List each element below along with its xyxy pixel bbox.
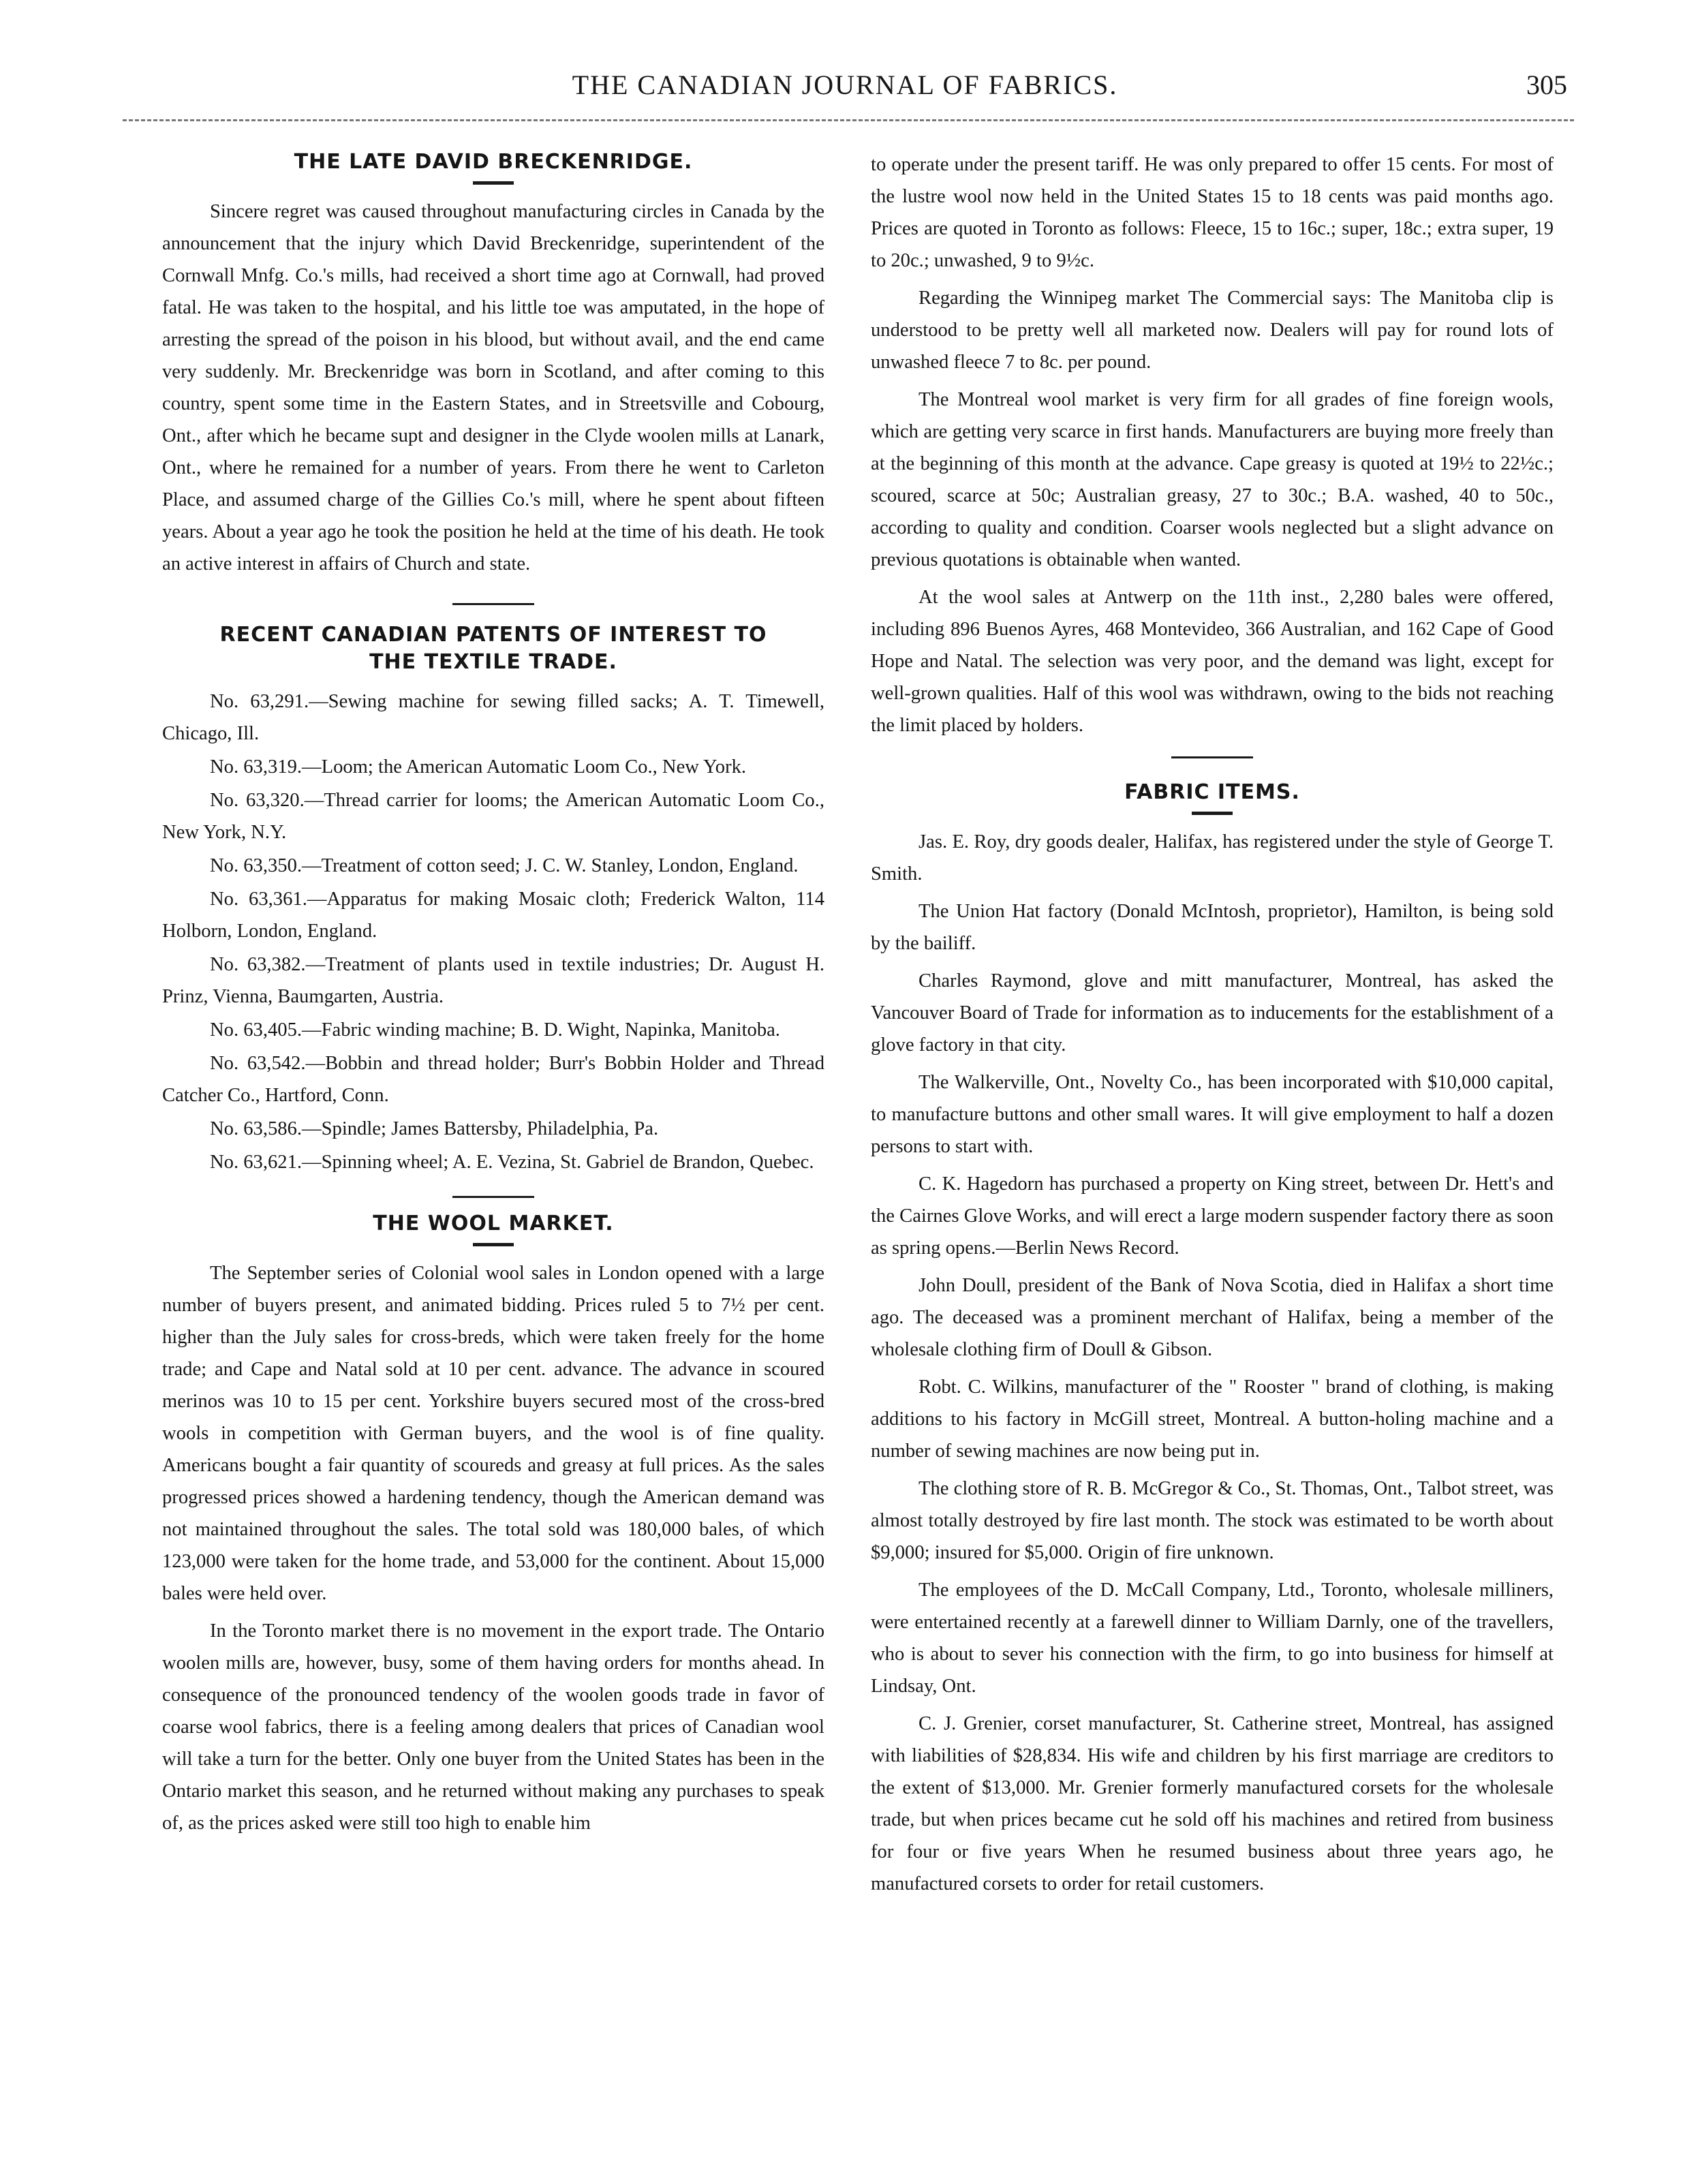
patent-item: No. 63,319.—Loom; the American Automatic Loom Co., New York.: [210, 756, 747, 778]
news-item: C. J. Grenier, corset manufacturer, St. Catherine street, Montreal, has assigned with liabilities of $28,834. His wife and children by his first marriage are creditors to the extent of $13,000. Mr. Grenier formerly manufactured corsets for the wholesale trade, but when prices became cut he sold off his machines and retired from business for four or five years When he resumed business about three years ago, he manufactured corsets to order for retail customers.: [871, 1713, 1554, 1894]
section-separator: [452, 1196, 534, 1198]
news-item: The Walkerville, Ont., Novelty Co., has been incorporated with $10,000 capital, to manufacture buttons and other small wares. It will give employment to half a dozen persons to start with.: [871, 1072, 1554, 1157]
article-paragraph: At the wool sales at Antwerp on the 11th inst., 2,280 bales were offered, including 896 Buenos Ayres, 468 Montevideo, 366 Australian, and 162 Cape of Good Hope and Natal. The selection was very poor, and the demand was light, except for well-grown qualities. Half of this wool was withdrawn, owing to the bids not reaching the limit placed by holders.: [871, 587, 1554, 736]
title-rule: [473, 181, 514, 185]
section-separator: [452, 603, 534, 605]
section-title-breckenridge: THE LATE DAVID BRECKENRIDGE.: [294, 150, 693, 174]
article-paragraph: In the Toronto market there is no movement in the export trade. The Ontario woolen mills are, however, busy, some of them having orders for months ahead. In consequence of the pronounced tendency of the woolen goods trade in favor of coarse wool fabrics, there is a feeling among dealers that prices of Canadian wool will take a turn for the better. Only one buyer from the United States has been in the Ontario market this season, and he returned without making any purchases to speak of, as the prices asked were still too high to enable him: [162, 1620, 824, 1834]
section-separator: [1171, 756, 1253, 758]
patent-item: No. 63,382.—Treatment of plants used in textile industries; Dr. August H. Prinz, Vienna, Baumgarten, Austria.: [162, 954, 824, 1007]
news-item: Robt. C. Wilkins, manufacturer of the " Rooster " brand of clothing, is making additions to his factory in McGill street, Montreal. A button-holing machine and a number of sewing machines are now being put in.: [871, 1376, 1554, 1462]
news-item: The clothing store of R. B. McGregor & Co., St. Thomas, Ont., Talbot street, was almost totally destroyed by fire last month. The stock was estimated to be worth about $9,000; insured for $5,000. Origin of fire unknown.: [871, 1478, 1554, 1563]
section-patents: [162, 621, 824, 1178]
header-rule: [123, 119, 1574, 121]
patent-item: No. 63,361.—Apparatus for making Mosaic cloth; Frederick Walton, 114 Holborn, London, England.: [162, 889, 824, 942]
title-rule: [1192, 812, 1233, 815]
news-item: The employees of the D. McCall Company, Ltd., Toronto, wholesale milliners, were entertained recently at a farewell dinner to William Darnly, one of the travellers, who is about to sever his connection with the firm, to go into business for himself at Lindsay, Ont.: [871, 1580, 1554, 1697]
patent-item: No. 63,291.—Sewing machine for sewing filled sacks; A. T. Timewell, Chicago, Ill.: [162, 691, 824, 744]
section-title-patents-line1: RECENT CANADIAN PATENTS OF INTEREST TO: [219, 623, 767, 647]
article-paragraph: The September series of Colonial wool sales in London opened with a large number of buyers present, and animated bidding. Prices ruled 5 to 7½ per cent. higher than the July sales for cross-breds, which were taken freely for the home trade; and Cape and Natal sold at 10 per cent. advance. The advance in scoured merinos was 10 to 15 per cent. Yorkshire buyers secured most of the cross-bred wools in competition with German buyers, and the wool is of fine quality. Americans bought a fair quantity of scoureds and greasy at full prices. As the sales progressed prices showed a hardening tendency, though the American demand was not maintained throughout the sales. The total sold was 180,000 bales, of which 123,000 were taken for the home trade, and 53,000 for the continent. About 15,000 bales were held over.: [162, 1263, 824, 1604]
section-wool-market: [162, 1210, 824, 1839]
news-item: Jas. E. Roy, dry goods dealer, Halifax, has registered under the style of George T. Smith.: [871, 831, 1554, 885]
news-item: Charles Raymond, glove and mitt manufacturer, Montreal, has asked the Vancouver Board of Trade for information as to inducements for the establishment of a glove factory in that city.: [871, 970, 1554, 1056]
article-paragraph: Sincere regret was caused throughout manufacturing circles in Canada by the announcement that the injury which David Breckenridge, superintendent of the Cornwall Mnfg. Co.'s mills, had received a short time ago at Cornwall, had proved fatal. He was taken to the hospital, and his little toe was amputated, in the hope of arresting the spread of the poison in his blood, but without avail, and the end came very suddenly. Mr. Breckenridge was born in Scotland, and after coming to this country, spent some time in the Eastern States, and in Streetsville and Cobourg, Ont., after which he became supt and designer in the Clyde woolen mills at Lanark, Ont., where he remained for a number of years. From there he went to Carleton Place, and assumed charge of the Gillies Co.'s mill, where he spent about fifteen years. About a year ago he took the position he held at the time of his death. He took an active interest in affairs of Church and state.: [162, 201, 824, 574]
news-item: C. K. Hagedorn has purchased a property on King street, between Dr. Hett's and the Cairnes Glove Works, and will erect a large modern suspender factory there as soon as spring opens.—Berlin News Record.: [871, 1173, 1554, 1259]
news-item: The Union Hat factory (Donald McIntosh, proprietor), Hamilton, is being sold by the bailiff.: [871, 901, 1554, 954]
patent-item: No. 63,621.—Spinning wheel; A. E. Vezina, St. Gabriel de Brandon, Quebec.: [210, 1152, 814, 1173]
left-column: [162, 149, 824, 1845]
running-head: [0, 65, 1698, 106]
patent-item: No. 63,350.—Treatment of cotton seed; J. C. W. Stanley, London, England.: [210, 855, 799, 876]
section-title-wool-market: THE WOOL MARKET.: [373, 1212, 614, 1235]
spacer: [162, 676, 824, 686]
page-number: 305: [1526, 70, 1567, 100]
news-item: John Doull, president of the Bank of Nova Scotia, died in Halifax a short time ago. The deceased was a prominent merchant of Halifax, being a member of the wholesale clothing firm of Doull & Gibson.: [871, 1275, 1554, 1360]
right-column: [871, 149, 1554, 1905]
article-paragraph: Regarding the Winnipeg market The Commercial says: The Manitoba clip is understood to be pretty well all marketed now. Dealers will pay for round lots of unwashed fleece 7 to 8c. per pound.: [871, 288, 1554, 373]
journal-title: THE CANADIAN JOURNAL OF FABRICS.: [572, 70, 1118, 100]
patent-item: No. 63,405.—Fabric winding machine; B. D. Wight, Napinka, Manitoba.: [210, 1019, 780, 1041]
section-title-fabric-items: FABRIC ITEMS.: [1124, 780, 1300, 804]
article-paragraph: The Montreal wool market is very firm for all grades of fine foreign wools, which are getting very scarce in first hands. Manufacturers are buying more freely than at the beginning of this month at the advance. Cape greasy is quoted at 19½ to 22½c.; scoured, scarce at 50c; Australian greasy, 27 to 30c.; B.A. washed, 40 to 50c., according to quality and condition. Coarser wools neglected but a slight advance on previous quotations is obtainable when wanted.: [871, 389, 1554, 570]
section-fabric-items: [871, 779, 1554, 1900]
section-title-patents-line2: THE TEXTILE TRADE.: [369, 650, 617, 674]
wool-market-continued: [871, 149, 1554, 741]
patent-item: No. 63,586.—Spindle; James Battersby, Philadelphia, Pa.: [210, 1118, 659, 1139]
title-rule: [473, 1243, 514, 1246]
section-breckenridge: [162, 149, 824, 580]
patent-item: No. 63,320.—Thread carrier for looms; the American Automatic Loom Co., New York, N.Y.: [162, 790, 824, 843]
article-paragraph-continued: to operate under the present tariff. He was only prepared to offer 15 cents. For most of the lustre wool now held in the United States 15 to 18 cents was paid months ago. Prices are quoted in Toronto as follows: Fleece, 15 to 16c.; super, 18c.; extra super, 19 to 20c.; unwashed, 9 to 9½c.: [871, 154, 1554, 271]
patent-item: No. 63,542.—Bobbin and thread holder; Burr's Bobbin Holder and Thread Catcher Co., Hartford, Conn.: [162, 1053, 824, 1106]
